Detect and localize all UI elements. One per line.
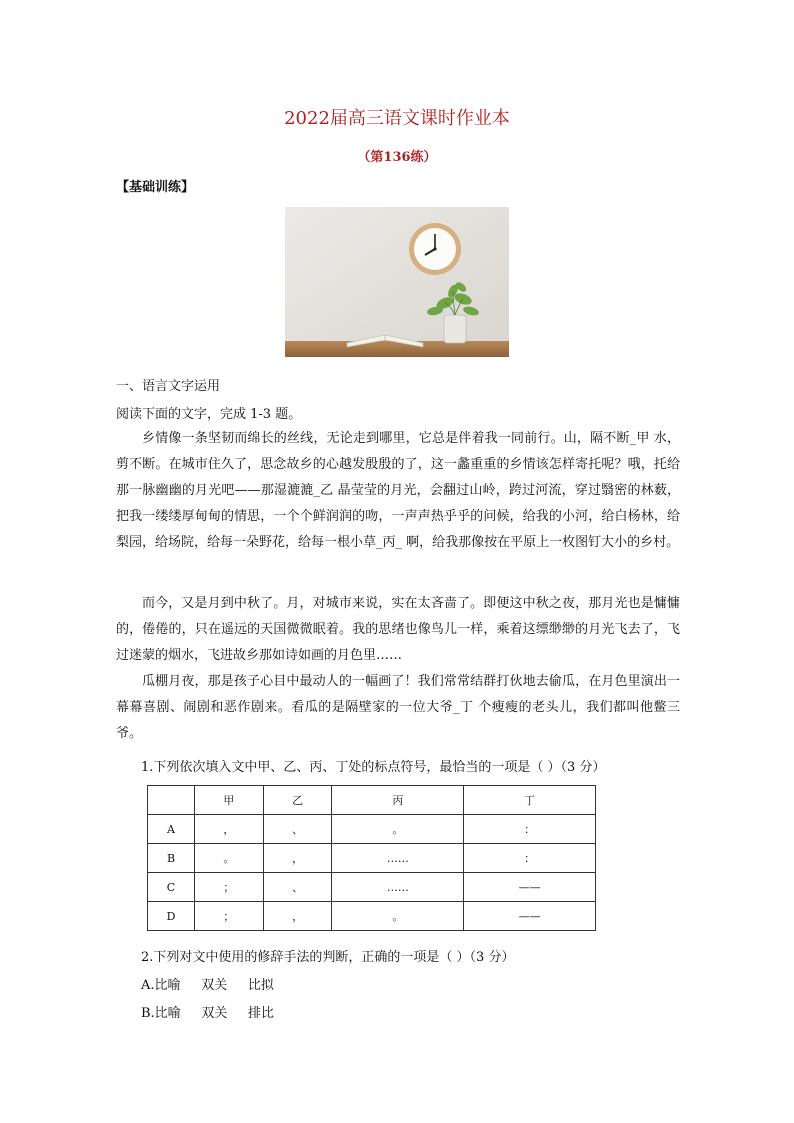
table-cell: 。	[195, 844, 264, 873]
table-cell: ；	[195, 902, 264, 931]
table-cell: ：	[464, 844, 596, 873]
table-cell: ，	[263, 902, 332, 931]
table-cell: A	[148, 815, 195, 844]
table-header-cell: 丙	[332, 786, 464, 815]
table-cell: ——	[464, 873, 596, 902]
table-cell: ，	[195, 815, 264, 844]
question-2-stem: 2.下列对文中使用的修辞手法的判断，正确的一项是（ ）（3 分）	[141, 950, 515, 965]
option-a	[141, 974, 274, 993]
option-term: 排比	[248, 1006, 275, 1021]
table-cell: B	[148, 844, 195, 873]
photo-clock-plant-book-icon	[285, 207, 509, 357]
section-tag: 【基础训练】	[116, 180, 195, 195]
table-header-cell: 甲	[195, 786, 264, 815]
table-cell: D	[148, 902, 195, 931]
table-cell: 、	[263, 815, 332, 844]
table-cell: ，	[263, 844, 332, 873]
table-cell: ……	[332, 873, 464, 902]
instruction-text: 阅读下面的文字，完成 1-3 题。	[116, 407, 302, 422]
passage-paragraph: 而今，又是月到中秋了。月，对城市来说，实在太吝啬了。即便这中秋之夜，那月光也是慵慵的，倦倦的，只在遥远的天国微微眠着。我的思绪也像鸟儿一样，乘着这缥缈缈的月光飞去了，飞过迷蒙的烟水，飞进故乡那如诗如画的月色里……	[116, 596, 680, 663]
table-cell: 。	[332, 902, 464, 931]
table-row	[148, 873, 596, 902]
option-label: B.比喻	[141, 1006, 181, 1021]
part-heading: 一、语言文字运用	[116, 379, 221, 394]
punctuation-options-table	[147, 785, 596, 931]
table-cell: ……	[332, 844, 464, 873]
passage-paragraph: 乡情像一条坚韧而绵长的丝线，无论走到哪里，它总是伴着我一同前行。山，隔不断_甲 水，剪不断。在城市住久了，思念故乡的心越发殷殷的了，这一蠡重重的乡情该怎样寄托呢？哦，托给那一脉幽幽的月光吧——那湿漉漉_乙 晶莹莹的月光，会翻过山岭，跨过河流，穿过翳密的林薮，把我一缕缕厚甸甸的情思，一个个鲜润润的吻，一声声热乎乎的问候，给我的小河，给白杨林，给梨园，给场院，给每一朵野花，给每一根小草_丙_ 啊，给我那像按在平原上一枚图钉大小的乡村。	[116, 431, 680, 550]
table-cell: 、	[263, 873, 332, 902]
table-cell: ：	[464, 815, 596, 844]
page-title: 2022届高三语文课时作业本	[284, 108, 510, 129]
page-subtitle: （第136练）	[357, 150, 437, 165]
table-header-cell	[148, 786, 195, 815]
table-row	[148, 902, 596, 931]
table-cell: C	[148, 873, 195, 902]
table-header-cell: 乙	[263, 786, 332, 815]
table-cell: ——	[464, 902, 596, 931]
option-term: 双关	[201, 978, 228, 993]
table-row	[148, 844, 596, 873]
option-term: 比拟	[247, 978, 274, 993]
table-cell: 。	[332, 815, 464, 844]
table-row	[148, 815, 596, 844]
question-1-stem: 1.下列依次填入文中甲、乙、丙、丁处的标点符号，最恰当的一项是（ ）（3 分）	[141, 760, 606, 775]
table-header-row	[148, 786, 596, 815]
option-term: 双关	[201, 1006, 228, 1021]
table-header-cell: 丁	[464, 786, 596, 815]
option-b	[141, 1002, 274, 1021]
table-cell: ；	[195, 873, 264, 902]
option-label: A.比喻	[141, 978, 181, 993]
passage-paragraph: 瓜棚月夜，那是孩子心目中最动人的一幅画了！我们常常结群打伙地去偷瓜，在月色里演出一幕幕喜剧、闹剧和恶作剧来。看瓜的是隔壁家的一位大爷_丁 个瘦瘦的老头儿，我们都叫他鳖三爷。	[116, 674, 680, 741]
